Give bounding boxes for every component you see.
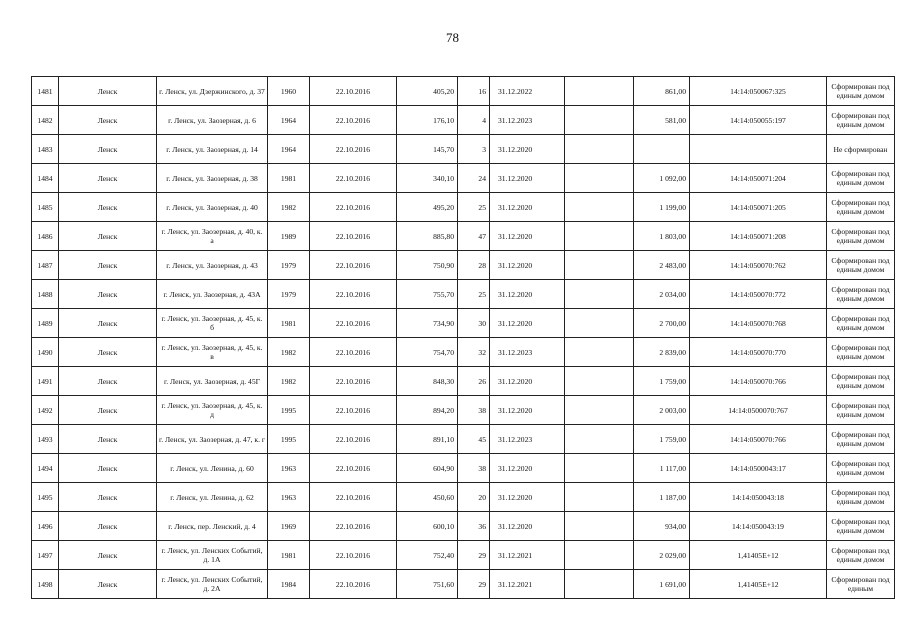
units-cell: 32 [458, 338, 490, 367]
city-cell: Ленск [59, 541, 157, 570]
cost-cell: 1 187,00 [634, 483, 690, 512]
address-cell: г. Ленск, ул. Заозерная, д. 45, к. в [157, 338, 268, 367]
area-cell: 885,80 [397, 222, 458, 251]
city-cell: Ленск [59, 396, 157, 425]
cadastral-number-cell: 14:14:050070:766 [690, 367, 827, 396]
cost-cell: 934,00 [634, 512, 690, 541]
city-cell: Ленск [59, 135, 157, 164]
land-status-cell: Сформирован под единым домом [827, 338, 895, 367]
land-status-cell: Сформирован под единым домом [827, 396, 895, 425]
land-status-cell: Сформирован под единым домом [827, 367, 895, 396]
area-cell: 405,20 [397, 77, 458, 106]
city-cell: Ленск [59, 251, 157, 280]
row-number: 1483 [32, 135, 59, 164]
land-status-cell: Сформирован под единым домом [827, 251, 895, 280]
address-cell: г. Ленск, ул. Дзержинского, д. 37 [157, 77, 268, 106]
city-cell: Ленск [59, 483, 157, 512]
units-cell: 45 [458, 425, 490, 454]
land-status-cell: Сформирован под единым домом [827, 425, 895, 454]
cost-cell: 1 759,00 [634, 367, 690, 396]
table-row [32, 454, 895, 483]
area-cell: 755,70 [397, 280, 458, 309]
row-number: 1489 [32, 309, 59, 338]
land-status-cell: Сформирован под единым домом [827, 77, 895, 106]
empty-cell [565, 338, 634, 367]
date-cell: 22.10.2016 [310, 541, 397, 570]
city-cell: Ленск [59, 222, 157, 251]
land-status-cell: Сформирован под единым домом [827, 541, 895, 570]
deadline-cell: 31.12.2023 [490, 338, 565, 367]
city-cell: Ленск [59, 280, 157, 309]
deadline-cell: 31.12.2023 [490, 106, 565, 135]
empty-cell [565, 512, 634, 541]
deadline-cell: 31.12.2023 [490, 425, 565, 454]
cadastral-number-cell: 14:14:050070:768 [690, 309, 827, 338]
cadastral-number-cell: 14:14:0500043:17 [690, 454, 827, 483]
cost-cell: 1 691,00 [634, 570, 690, 599]
address-cell: г. Ленск, ул. Заозерная, д. 40, к. а [157, 222, 268, 251]
row-number: 1481 [32, 77, 59, 106]
table-body [32, 77, 895, 599]
units-cell: 26 [458, 367, 490, 396]
area-cell: 751,60 [397, 570, 458, 599]
units-cell: 38 [458, 396, 490, 425]
deadline-cell: 31.12.2020 [490, 251, 565, 280]
empty-cell [565, 570, 634, 599]
year-built-cell: 1981 [268, 309, 310, 338]
year-built-cell: 1963 [268, 483, 310, 512]
city-cell: Ленск [59, 512, 157, 541]
deadline-cell: 31.12.2020 [490, 222, 565, 251]
year-built-cell: 1982 [268, 193, 310, 222]
area-cell: 340,10 [397, 164, 458, 193]
units-cell: 25 [458, 193, 490, 222]
cost-cell: 2 839,00 [634, 338, 690, 367]
table-row [32, 309, 895, 338]
area-cell: 891,10 [397, 425, 458, 454]
date-cell: 22.10.2016 [310, 454, 397, 483]
land-status-cell: Сформирован под единым домом [827, 512, 895, 541]
cadastral-number-cell: 14:14:050043:18 [690, 483, 827, 512]
land-status-cell: Сформирован под единым домом [827, 483, 895, 512]
address-cell: г. Ленск, ул. Заозерная, д. 40 [157, 193, 268, 222]
table-row [32, 164, 895, 193]
land-status-cell: Сформирован под единым [827, 570, 895, 599]
cost-cell: 581,00 [634, 106, 690, 135]
empty-cell [565, 222, 634, 251]
year-built-cell: 1979 [268, 280, 310, 309]
row-number: 1492 [32, 396, 59, 425]
row-number: 1487 [32, 251, 59, 280]
row-number: 1497 [32, 541, 59, 570]
year-built-cell: 1984 [268, 570, 310, 599]
date-cell: 22.10.2016 [310, 222, 397, 251]
land-status-cell: Сформирован под единым домом [827, 280, 895, 309]
page-number: 78 [446, 30, 459, 45]
land-status-cell: Сформирован под единым домом [827, 106, 895, 135]
address-cell: г. Ленск, ул. Заозерная, д. 6 [157, 106, 268, 135]
year-built-cell: 1963 [268, 454, 310, 483]
deadline-cell: 31.12.2020 [490, 164, 565, 193]
row-number: 1482 [32, 106, 59, 135]
deadline-cell: 31.12.2020 [490, 193, 565, 222]
table-row [32, 483, 895, 512]
year-built-cell: 1960 [268, 77, 310, 106]
cost-cell: 2 034,00 [634, 280, 690, 309]
date-cell: 22.10.2016 [310, 251, 397, 280]
city-cell: Ленск [59, 454, 157, 483]
empty-cell [565, 367, 634, 396]
row-number: 1485 [32, 193, 59, 222]
deadline-cell: 31.12.2022 [490, 77, 565, 106]
deadline-cell: 31.12.2020 [490, 135, 565, 164]
units-cell: 36 [458, 512, 490, 541]
cost-cell: 1 092,00 [634, 164, 690, 193]
empty-cell [565, 135, 634, 164]
units-cell: 20 [458, 483, 490, 512]
empty-cell [565, 280, 634, 309]
year-built-cell: 1995 [268, 396, 310, 425]
cadastral-number-cell: 14:14:050055:197 [690, 106, 827, 135]
table-row [32, 222, 895, 251]
year-built-cell: 1981 [268, 541, 310, 570]
area-cell: 600,10 [397, 512, 458, 541]
city-cell: Ленск [59, 367, 157, 396]
date-cell: 22.10.2016 [310, 338, 397, 367]
cadastral-number-cell: 14:14:050043:19 [690, 512, 827, 541]
date-cell: 22.10.2016 [310, 280, 397, 309]
land-status-cell: Не сформирован [827, 135, 895, 164]
date-cell: 22.10.2016 [310, 367, 397, 396]
table-row [32, 77, 895, 106]
table-row [32, 135, 895, 164]
cadastral-number-cell: 14:14:0500070:767 [690, 396, 827, 425]
land-status-cell: Сформирован под единым домом [827, 309, 895, 338]
deadline-cell: 31.12.2020 [490, 483, 565, 512]
area-cell: 754,70 [397, 338, 458, 367]
row-number: 1493 [32, 425, 59, 454]
year-built-cell: 1964 [268, 106, 310, 135]
city-cell: Ленск [59, 77, 157, 106]
deadline-cell: 31.12.2020 [490, 309, 565, 338]
address-cell: г. Ленск, ул. Заозерная, д. 45Г [157, 367, 268, 396]
row-number: 1486 [32, 222, 59, 251]
empty-cell [565, 425, 634, 454]
area-cell: 734,90 [397, 309, 458, 338]
row-number: 1498 [32, 570, 59, 599]
address-cell: г. Ленск, ул. Заозерная, д. 45, к. д [157, 396, 268, 425]
city-cell: Ленск [59, 570, 157, 599]
area-cell: 848,30 [397, 367, 458, 396]
address-cell: г. Ленск, ул. Заозерная, д. 38 [157, 164, 268, 193]
deadline-cell: 31.12.2020 [490, 396, 565, 425]
cadastral-number-cell [690, 135, 827, 164]
date-cell: 22.10.2016 [310, 570, 397, 599]
year-built-cell: 1964 [268, 135, 310, 164]
cost-cell: 2 700,00 [634, 309, 690, 338]
cadastral-number-cell: 14:14:050067:325 [690, 77, 827, 106]
land-status-cell: Сформирован под единым домом [827, 454, 895, 483]
address-cell: г. Ленск, ул. Заозерная, д. 14 [157, 135, 268, 164]
empty-cell [565, 309, 634, 338]
date-cell: 22.10.2016 [310, 164, 397, 193]
units-cell: 29 [458, 541, 490, 570]
cost-cell: 1 199,00 [634, 193, 690, 222]
date-cell: 22.10.2016 [310, 396, 397, 425]
deadline-cell: 31.12.2021 [490, 570, 565, 599]
address-cell: г. Ленск, ул. Ленина, д. 62 [157, 483, 268, 512]
empty-cell [565, 77, 634, 106]
housing-registry-table [31, 76, 895, 599]
area-cell: 145,70 [397, 135, 458, 164]
cost-cell: 861,00 [634, 77, 690, 106]
cost-cell: 1 117,00 [634, 454, 690, 483]
units-cell: 38 [458, 454, 490, 483]
empty-cell [565, 396, 634, 425]
year-built-cell: 1982 [268, 338, 310, 367]
cadastral-number-cell: 14:14:050070:762 [690, 251, 827, 280]
date-cell: 22.10.2016 [310, 106, 397, 135]
row-number: 1495 [32, 483, 59, 512]
city-cell: Ленск [59, 106, 157, 135]
deadline-cell: 31.12.2020 [490, 454, 565, 483]
date-cell: 22.10.2016 [310, 512, 397, 541]
units-cell: 16 [458, 77, 490, 106]
empty-cell [565, 541, 634, 570]
empty-cell [565, 454, 634, 483]
year-built-cell: 1981 [268, 164, 310, 193]
deadline-cell: 31.12.2020 [490, 367, 565, 396]
city-cell: Ленск [59, 193, 157, 222]
date-cell: 22.10.2016 [310, 193, 397, 222]
row-number: 1484 [32, 164, 59, 193]
row-number: 1496 [32, 512, 59, 541]
cadastral-number-cell: 14:14:050070:772 [690, 280, 827, 309]
cadastral-number-cell: 1,41405E+12 [690, 541, 827, 570]
cost-cell: 2 003,00 [634, 396, 690, 425]
units-cell: 25 [458, 280, 490, 309]
row-number: 1490 [32, 338, 59, 367]
address-cell: г. Ленск, ул. Заозерная, д. 43А [157, 280, 268, 309]
table-row [32, 106, 895, 135]
year-built-cell: 1969 [268, 512, 310, 541]
row-number: 1491 [32, 367, 59, 396]
table-row [32, 541, 895, 570]
city-cell: Ленск [59, 425, 157, 454]
table-row [32, 251, 895, 280]
address-cell: г. Ленск, ул. Заозерная, д. 43 [157, 251, 268, 280]
area-cell: 176,10 [397, 106, 458, 135]
table-row [32, 338, 895, 367]
area-cell: 894,20 [397, 396, 458, 425]
city-cell: Ленск [59, 164, 157, 193]
deadline-cell: 31.12.2021 [490, 541, 565, 570]
cost-cell: 2 483,00 [634, 251, 690, 280]
cadastral-number-cell: 14:14:050070:770 [690, 338, 827, 367]
cost-cell: 2 029,00 [634, 541, 690, 570]
address-cell: г. Ленск, ул. Заозерная, д. 45, к. б [157, 309, 268, 338]
year-built-cell: 1989 [268, 222, 310, 251]
land-status-cell: Сформирован под единым домом [827, 222, 895, 251]
row-number: 1494 [32, 454, 59, 483]
row-number: 1488 [32, 280, 59, 309]
cost-cell [634, 135, 690, 164]
address-cell: г. Ленск, ул. Заозерная, д. 47, к. г [157, 425, 268, 454]
cost-cell: 1 803,00 [634, 222, 690, 251]
date-cell: 22.10.2016 [310, 135, 397, 164]
date-cell: 22.10.2016 [310, 425, 397, 454]
year-built-cell: 1979 [268, 251, 310, 280]
empty-cell [565, 106, 634, 135]
area-cell: 752,40 [397, 541, 458, 570]
table-row [32, 280, 895, 309]
units-cell: 47 [458, 222, 490, 251]
table-row [32, 193, 895, 222]
table-row [32, 367, 895, 396]
units-cell: 4 [458, 106, 490, 135]
address-cell: г. Ленск, пер. Ленский, д. 4 [157, 512, 268, 541]
address-cell: г. Ленск, ул. Ленских Событий, д. 1А [157, 541, 268, 570]
table-row [32, 396, 895, 425]
units-cell: 29 [458, 570, 490, 599]
units-cell: 30 [458, 309, 490, 338]
city-cell: Ленск [59, 309, 157, 338]
deadline-cell: 31.12.2020 [490, 512, 565, 541]
table-row [32, 425, 895, 454]
date-cell: 22.10.2016 [310, 483, 397, 512]
year-built-cell: 1982 [268, 367, 310, 396]
empty-cell [565, 251, 634, 280]
empty-cell [565, 483, 634, 512]
cadastral-number-cell: 14:14:050071:204 [690, 164, 827, 193]
units-cell: 3 [458, 135, 490, 164]
area-cell: 750,90 [397, 251, 458, 280]
address-cell: г. Ленск, ул. Ленина, д. 60 [157, 454, 268, 483]
deadline-cell: 31.12.2020 [490, 280, 565, 309]
land-status-cell: Сформирован под единым домом [827, 193, 895, 222]
cadastral-number-cell: 1,41405E+12 [690, 570, 827, 599]
address-cell: г. Ленск, ул. Ленских Событий, д. 2А [157, 570, 268, 599]
cadastral-number-cell: 14:14:050070:766 [690, 425, 827, 454]
table-row [32, 570, 895, 599]
area-cell: 450,60 [397, 483, 458, 512]
empty-cell [565, 193, 634, 222]
cadastral-number-cell: 14:14:050071:205 [690, 193, 827, 222]
city-cell: Ленск [59, 338, 157, 367]
date-cell: 22.10.2016 [310, 77, 397, 106]
cadastral-number-cell: 14:14:050071:208 [690, 222, 827, 251]
land-status-cell: Сформирован под единым домом [827, 164, 895, 193]
table-row [32, 512, 895, 541]
units-cell: 28 [458, 251, 490, 280]
area-cell: 604,90 [397, 454, 458, 483]
area-cell: 495,20 [397, 193, 458, 222]
cost-cell: 1 759,00 [634, 425, 690, 454]
year-built-cell: 1995 [268, 425, 310, 454]
date-cell: 22.10.2016 [310, 309, 397, 338]
units-cell: 24 [458, 164, 490, 193]
empty-cell [565, 164, 634, 193]
